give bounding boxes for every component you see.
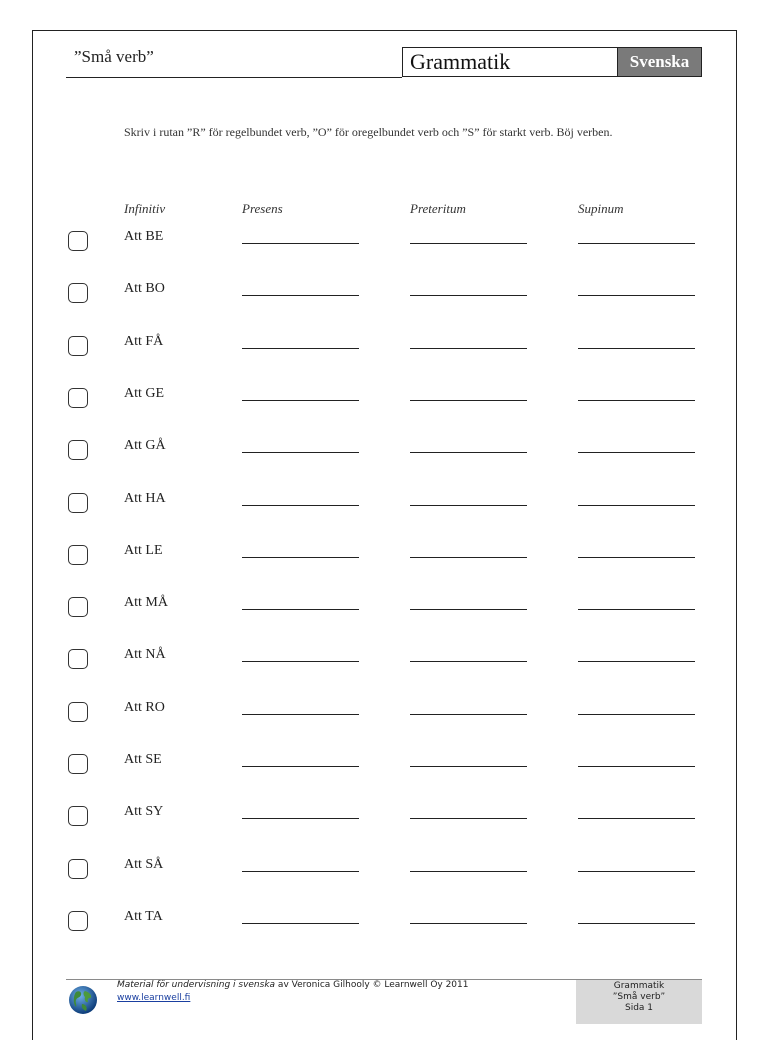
footer-page-box: Grammatik ”Små verb” Sida 1 <box>576 980 702 1024</box>
preteritum-blank[interactable] <box>410 452 527 453</box>
presens-blank[interactable] <box>242 923 359 924</box>
preteritum-blank[interactable] <box>410 295 527 296</box>
column-header-supinum: Supinum <box>578 201 624 216</box>
worksheet-title: ”Små verb” <box>74 47 154 66</box>
verb-row <box>0 801 768 841</box>
verb-row <box>0 749 768 789</box>
verb-type-checkbox[interactable] <box>68 283 88 303</box>
verb-type-checkbox[interactable] <box>68 231 88 251</box>
verb-infinitive: Att SÅ <box>124 857 164 872</box>
verb-infinitive: Att RO <box>124 700 165 715</box>
preteritum-blank[interactable] <box>410 243 527 244</box>
verb-infinitive: Att GÅ <box>124 438 166 453</box>
supinum-blank[interactable] <box>578 295 695 296</box>
verb-infinitive: Att FÅ <box>124 334 164 349</box>
column-header-presens: Presens <box>242 201 283 216</box>
preteritum-blank[interactable] <box>410 714 527 715</box>
supinum-blank[interactable] <box>578 609 695 610</box>
presens-blank[interactable] <box>242 243 359 244</box>
verb-type-checkbox[interactable] <box>68 545 88 565</box>
supinum-blank[interactable] <box>578 348 695 349</box>
verb-row <box>0 435 768 475</box>
verb-row <box>0 854 768 894</box>
supinum-blank[interactable] <box>578 557 695 558</box>
verb-type-checkbox[interactable] <box>68 649 88 669</box>
supinum-blank[interactable] <box>578 400 695 401</box>
verb-type-checkbox[interactable] <box>68 440 88 460</box>
verb-infinitive: Att SY <box>124 804 164 819</box>
preteritum-blank[interactable] <box>410 923 527 924</box>
verb-type-checkbox[interactable] <box>68 702 88 722</box>
language-badge: Svenska <box>617 47 702 77</box>
verb-type-checkbox[interactable] <box>68 493 88 513</box>
verb-row <box>0 383 768 423</box>
supinum-blank[interactable] <box>578 923 695 924</box>
verb-infinitive: Att LE <box>124 543 163 558</box>
preteritum-blank[interactable] <box>410 818 527 819</box>
presens-blank[interactable] <box>242 871 359 872</box>
preteritum-blank[interactable] <box>410 766 527 767</box>
supinum-blank[interactable] <box>578 714 695 715</box>
presens-blank[interactable] <box>242 766 359 767</box>
preteritum-blank[interactable] <box>410 348 527 349</box>
presens-blank[interactable] <box>242 295 359 296</box>
verb-type-checkbox[interactable] <box>68 388 88 408</box>
preteritum-blank[interactable] <box>410 871 527 872</box>
column-header-infinitiv: Infinitiv <box>124 201 166 216</box>
instructions: Skriv i rutan ”R” för regelbundet verb, ”O” för oregelbundet verb och ”S” för starkt verb. Böj verben. <box>124 125 613 139</box>
supinum-blank[interactable] <box>578 871 695 872</box>
verb-row <box>0 331 768 371</box>
verb-infinitive: Att MÅ <box>124 595 168 610</box>
supinum-blank[interactable] <box>578 505 695 506</box>
verb-type-checkbox[interactable] <box>68 911 88 931</box>
verb-infinitive: Att SE <box>124 752 162 767</box>
presens-blank[interactable] <box>242 818 359 819</box>
presens-blank[interactable] <box>242 714 359 715</box>
globe-icon <box>68 985 98 1015</box>
preteritum-blank[interactable] <box>410 557 527 558</box>
verb-row <box>0 906 768 946</box>
supinum-blank[interactable] <box>578 818 695 819</box>
verb-type-checkbox[interactable] <box>68 597 88 617</box>
presens-blank[interactable] <box>242 609 359 610</box>
verb-infinitive: Att BO <box>124 281 165 296</box>
verb-row <box>0 488 768 528</box>
presens-blank[interactable] <box>242 452 359 453</box>
verb-type-checkbox[interactable] <box>68 336 88 356</box>
column-header-preteritum: Preteritum <box>410 201 466 216</box>
verb-infinitive: Att HA <box>124 491 166 506</box>
supinum-blank[interactable] <box>578 452 695 453</box>
preteritum-blank[interactable] <box>410 609 527 610</box>
footer-credit: Material för undervisning i svenska av Veronica Gilhooly © Learnwell Oy 2011 <box>117 980 469 990</box>
verb-type-checkbox[interactable] <box>68 754 88 774</box>
presens-blank[interactable] <box>242 400 359 401</box>
verb-row <box>0 592 768 632</box>
preteritum-blank[interactable] <box>410 505 527 506</box>
preteritum-blank[interactable] <box>410 661 527 662</box>
supinum-blank[interactable] <box>578 243 695 244</box>
verb-infinitive: Att TA <box>124 909 163 924</box>
verb-row <box>0 540 768 580</box>
footer-website-link[interactable]: www.learnwell.fi <box>117 993 191 1003</box>
verb-infinitive: Att BE <box>124 229 164 244</box>
presens-blank[interactable] <box>242 505 359 506</box>
verb-row <box>0 278 768 318</box>
supinum-blank[interactable] <box>578 661 695 662</box>
verb-row <box>0 644 768 684</box>
preteritum-blank[interactable] <box>410 400 527 401</box>
verb-infinitive: Att NÅ <box>124 647 166 662</box>
subject-label: Grammatik <box>410 49 511 74</box>
supinum-blank[interactable] <box>578 766 695 767</box>
verb-type-checkbox[interactable] <box>68 806 88 826</box>
verb-row <box>0 697 768 737</box>
header-rule <box>66 77 402 78</box>
presens-blank[interactable] <box>242 557 359 558</box>
verb-type-checkbox[interactable] <box>68 859 88 879</box>
verb-infinitive: Att GE <box>124 386 165 401</box>
presens-blank[interactable] <box>242 661 359 662</box>
presens-blank[interactable] <box>242 348 359 349</box>
verb-row <box>0 226 768 266</box>
